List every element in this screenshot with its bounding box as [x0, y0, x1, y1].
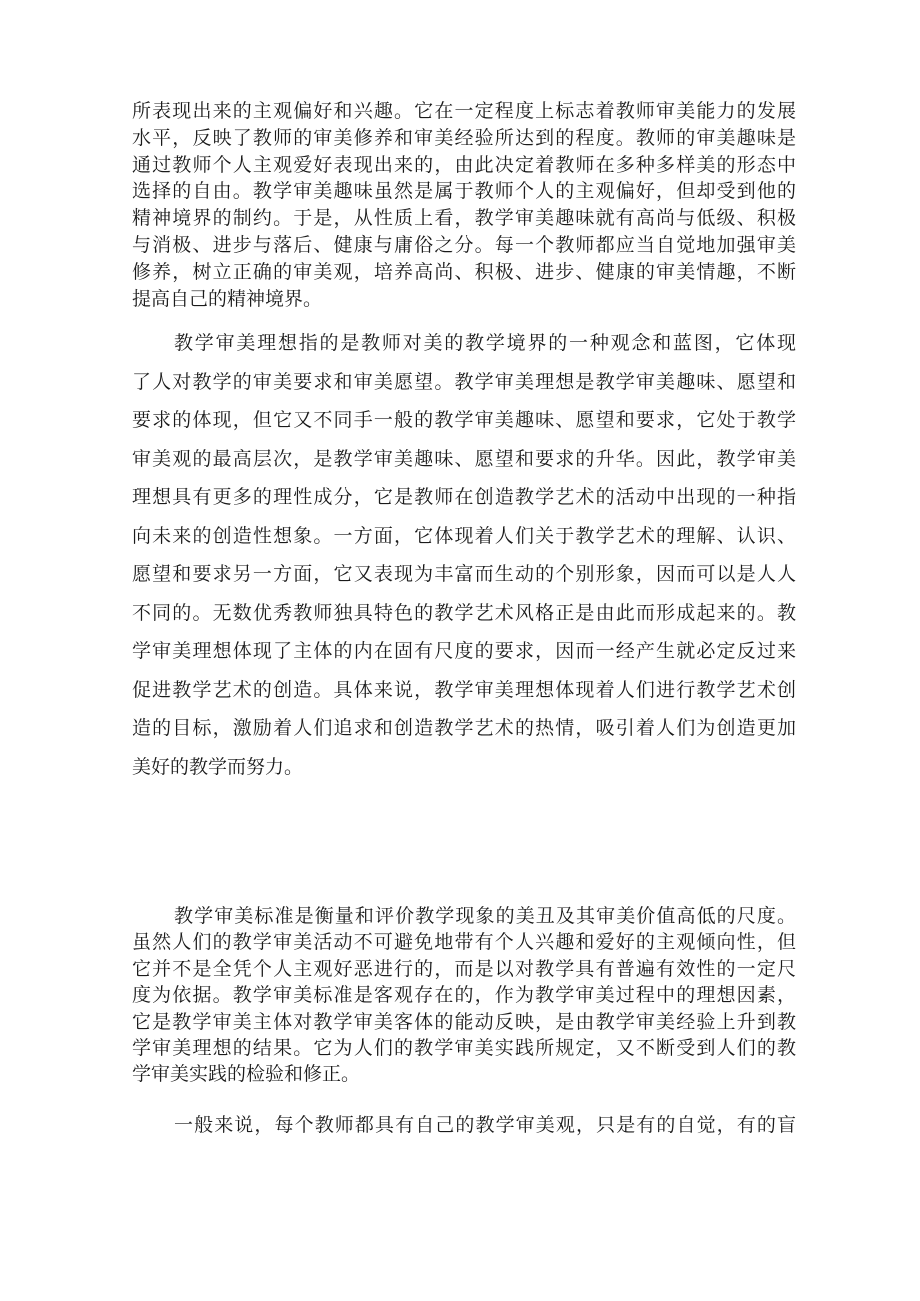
text-line: 修养，树立正确的审美观，培养高尚、积极、进步、健康的审美情趣，不断	[132, 260, 796, 283]
paragraph-aesthetic-ideal	[132, 324, 796, 786]
text-line: 度为依据。教学审美标准是客观存在的，作为教学审美过程中的理想因素，	[132, 984, 796, 1007]
text-line: 教学审美理想指的是教师对美的教学境界的一种观念和蓝图，它体现	[174, 332, 796, 354]
text-line: 造的目标，激励着人们追求和创造教学艺术的热情，吸引着人们为创造更加	[132, 717, 796, 739]
text-line: 通过教师个人主观爱好表现出来的，由此决定着教师在多种多样美的形态中	[132, 153, 796, 176]
text-line: 审美观的最高层次，是教学审美趣味、愿望和要求的升华。因此，教学审美	[132, 447, 796, 470]
text-line: 一般来说，每个教师都具有自己的教学审美观，只是有的自觉，有的盲	[174, 1114, 796, 1136]
text-line: 了人对教学的审美要求和审美愿望。教学审美理想是教学审美趣味、愿望和	[132, 370, 796, 393]
text-line: 它并不是全凭个人主观好恶进行的，而是以对教学具有普遍有效性的一定尺	[132, 957, 796, 980]
text-line: 虽然人们的教学审美活动不可避免地带有个人兴趣和爱好的主观倾向性，但	[132, 931, 796, 954]
text-line: 要求的体现，但它又不同手一般的教学审美趣味、愿望和要求，它处于教学	[132, 409, 796, 431]
text-line: 美好的教学而努力。	[132, 755, 304, 778]
text-line: 向未来的创造性想象。一方面，它体现着人们关于教学艺术的理解、认识、	[132, 524, 796, 547]
text-line: 与消极、进步与落后、健康与庸俗之分。每一个教师都应当自觉地加强审美	[132, 233, 796, 256]
text-line: 教学审美标准是衡量和评价教学现象的美丑及其审美价值高低的尺度。	[174, 905, 796, 927]
text-line: 愿望和要求另一方面，它又表现为丰富而生动的个别形象，因而可以是人人	[132, 563, 796, 585]
text-line: 理想具有更多的理性成分，它是教师在创造教学艺术的活动中出现的一种指	[132, 486, 796, 508]
text-line: 提高自己的精神境界。	[132, 287, 323, 310]
text-line: 学审美理想的结果。它为人们的教学审美实践所规定，又不断受到人们的教	[132, 1036, 796, 1059]
text-line: 水平，反映了教师的审美修养和审美经验所达到的程度。教师的审美趣味是	[132, 126, 796, 149]
text-line: 它是教学审美主体对教学审美客体的能动反映，是由教学审美经验上升到教	[132, 1010, 796, 1033]
text-line: 所表现出来的主观偏好和兴趣。它在一定程度上标志着教师审美能力的发展	[132, 100, 796, 122]
text-line: 促进教学艺术的创造。具体来说，教学审美理想体现着人们进行教学艺术创	[132, 678, 796, 701]
text-line: 学审美理想体现了主体的内在固有尺度的要求，因而一经产生就必定反过来	[132, 640, 796, 662]
text-line: 精神境界的制约。于是，从性质上看，教学审美趣味就有高尚与低级、积极	[132, 207, 796, 230]
text-line: 选择的自由。教学审美趣味虽然是属于教师个人的主观偏好，但却受到他的	[132, 180, 796, 203]
paragraph-aesthetic-standard	[132, 903, 796, 1088]
text-line: 不同的。无数优秀教师独具特色的教学艺术风格正是由此而形成起来的。教	[132, 601, 796, 624]
paragraph-aesthetic-view	[132, 1110, 796, 1140]
text-line: 学审美实践的检验和修正。	[132, 1063, 361, 1086]
paragraph-aesthetic-taste	[132, 98, 796, 312]
